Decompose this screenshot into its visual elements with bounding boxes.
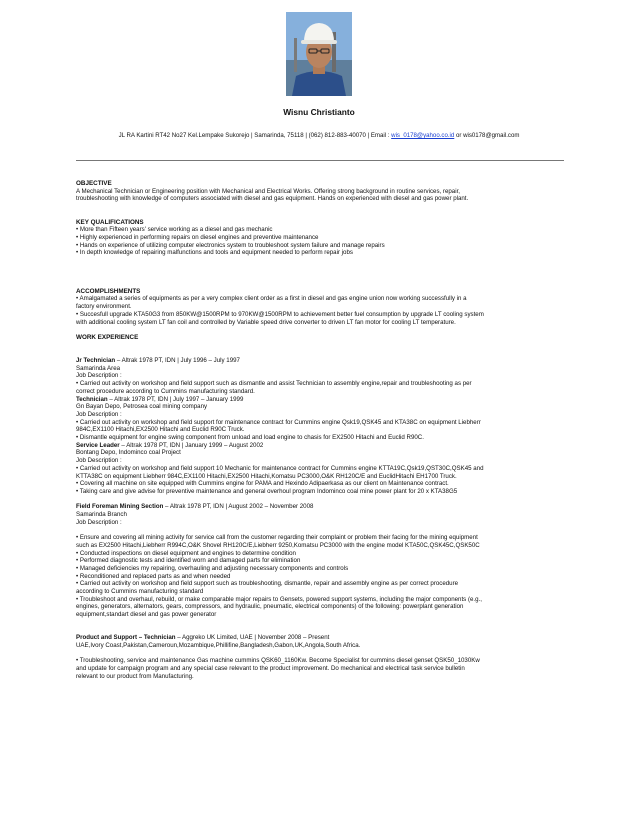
accomplishments-heading: ACCOMPLISHMENTS xyxy=(76,287,141,295)
job-4-line: Job Description : xyxy=(76,518,122,526)
job-2-line: Gn Bayan Depo, Petrosea coal mining company xyxy=(76,403,208,411)
job-4-line: • Managed deficiencies my repairing, overhauling and adjusting necessary components and controls xyxy=(76,564,349,572)
profile-photo-image xyxy=(286,12,352,96)
job-4-meta: – Altrak 1978 PT, IDN | August 2002 – November 2008 xyxy=(163,503,314,511)
job-1-line: Samarinda Area xyxy=(76,364,121,372)
job-2-line: • Dismantle equipment for engine swing component from unload and load engine to chasis for EX2500 Hitachi and Euclid R90C. xyxy=(76,434,424,442)
job-3-line: • Carried out activity on workshop and field support 10 Mechanic for maintenance contract for Cummins engine KTTA19C,Qsk19,QST30C,QSK45 and xyxy=(76,464,484,472)
job-3-line: KTTA38C on equipment Liebherr 984C,EX1100 Hitachi,EX2500 Hitachi,Komatsu PC3000,O&K RH120C/E and EuclidHitachi EH1700 Truck. xyxy=(76,472,457,480)
job-1-line: • Carried out activity on workshop and field support such as dismantle and assist Technician to assembly engine,repair and troubleshooting as per xyxy=(76,380,472,388)
job-1-title: Jr Technician xyxy=(76,357,116,364)
job-1-line: correct procedure according to Cummins manufacturing standard. xyxy=(76,387,255,395)
accomplishment-line: • Amalgamated a series of equipments as per a very complex client order as a first in diesel and gas engine union now working successfully in a xyxy=(76,295,467,303)
job-4-line: • Ensure and covering all mining activity for service call from the customer regarding their complaint or problem their facing for the mining equipment xyxy=(76,534,478,542)
qualification-item: • Highly experienced in performing repairs on diesel engines and preventive maintenance xyxy=(76,233,319,241)
job-4-line: according to Cummins manufacturing standard xyxy=(76,588,204,596)
job-2-line: • Carried out activity on workshop and field support for maintenance contract for Cummins engine Qsk19,QSK45 and KTA38C on equipment Liebherr xyxy=(76,418,481,426)
qualification-item: • Hands on experience of utilizing computer electronics system to troubleshoot system failure and manage repairs xyxy=(76,241,385,249)
job-4-line: Samarinda Branch xyxy=(76,511,127,519)
job-5-line: UAE,Ivory Coast,Pakistan,Cameroun,Mozambique,Phillifine,Bangladesh,Gabon,UK,Angola,South Africa. xyxy=(76,641,361,649)
job-4-line: equipment,standart diesel and gas power generator xyxy=(76,611,217,619)
job-2-title: Technician xyxy=(76,395,108,403)
qualification-item: • More than Fifteen years' service working as a diesel and gas mechanic xyxy=(76,226,273,234)
job-4-line: engines, generators, alternators, gears, compressors, and hydraulic, pneumatic, electrical components) of the following: powerplant generation xyxy=(76,603,464,611)
job-5-header xyxy=(76,634,566,642)
contact-address: JL RA Kartini RT42 No27 Kel.Lempake Sukorejo | Samarinda, 75118 | (062) 812-883-40070 | Email : xyxy=(118,132,392,139)
email-link-1[interactable]: wis_0178@yahoo.co.id xyxy=(391,132,455,139)
job-3-line: • Taking care and give advise for preventive maintenance and general overhoul program Indominco coal mine power plant for 20 x KTA38G5 xyxy=(76,487,458,495)
resume-body xyxy=(76,180,566,680)
qualification-item: • In depth knowledge of repairing malfunctions and tools and equipment needed to perform repair jobs xyxy=(76,249,353,257)
job-1-header xyxy=(76,357,566,365)
objective-heading: OBJECTIVE xyxy=(76,180,112,187)
job-4-line: such as EX2500 Hitachi,Liebherr R994C,O&K Shovel RH120C/E,Liebherr 9250,Komatsu PC3000 with the engine model KTA50C,QSK45C,QSK50C xyxy=(76,541,480,549)
job-4-header xyxy=(76,503,566,511)
job-5-meta: – Aggreko UK Limited, UAE | November 2008 – Present xyxy=(175,634,330,642)
profile-photo xyxy=(286,12,352,96)
job-1-meta: – Altrak 1978 PT, IDN | July 1996 – July 1997 xyxy=(115,357,240,364)
objective-line: troubleshooting with knowledge of computers associated with diesel and gas equipment. Hands on experienced with diesel and gas power plant. xyxy=(76,195,469,203)
job-4-line: • Carried out activity on workshop and field support such as troubleshooting, dismantle, repair and assembly engine as per correct procedure xyxy=(76,580,459,588)
header-divider xyxy=(76,160,564,161)
job-2-line: Job Description : xyxy=(76,410,122,418)
job-5-title: Product and Support – Technician xyxy=(76,634,176,642)
job-2-line: 984C,EX1100 Hitachi,EX2500 Hitachi and Euclid R90C Truck. xyxy=(76,426,245,434)
job-3-meta: – Altrak 1978 PT, IDN | January 1999 – August 2002 xyxy=(119,441,264,449)
candidate-name: Wisnu Christianto xyxy=(283,107,355,117)
job-4-line: • Troubleshoot and overhaul, rebuild, or make comparable major repairs to Gensets, powered support systems, including the major components (e.g., xyxy=(76,595,482,603)
job-3-title: Service Leader xyxy=(76,441,120,449)
job-3-line: Job Description : xyxy=(76,457,122,465)
job-4-line: • Performed diagnostic tests and identified worn and damaged parts for elimination xyxy=(76,557,301,565)
job-4-title: Field Foreman Mining Section xyxy=(76,503,164,511)
job-5-line: and update for campaign program and any special case relevant to the product improvement. Do mechanical and electrical task service bulletin xyxy=(76,665,465,673)
qualifications-heading: KEY QUALIFICATIONS xyxy=(76,218,144,226)
job-2-meta: – Altrak 1978 PT, IDN | July 1997 – January 1999 xyxy=(107,395,244,403)
job-3-line: Bontang Depo, Indominco coal Project xyxy=(76,449,181,457)
job-4-line: • Conducted inspections on diesel equipment and engines to determine condition xyxy=(76,549,296,557)
job-5-line: • Troubleshooting, service and maintenance Gas machine cummins QSK60_1160Kw. Become Specialist for cummins diesel genset QSK50_1030Kw xyxy=(76,657,480,665)
contact-or: or xyxy=(454,132,464,139)
job-2-header xyxy=(76,396,566,404)
job-1-line: Job Description : xyxy=(76,372,122,380)
job-5-line: relevant to our product from Manufacturing. xyxy=(76,672,194,680)
work-heading: WORK EXPERIENCE xyxy=(76,333,139,341)
accomplishment-line: with additional cooling system LT fan coil and controlled by Variable speed drive converter to driven LT fan motor for cooling LT temperature. xyxy=(76,318,456,326)
job-4-line: • Reconditioned and replaced parts as and when needed xyxy=(76,572,231,580)
accomplishment-line: • Succesfull upgrade KTA50G3 from 850KW@1500RPM to 970KW@1500RPM to achievement better fuel consumption by upgrade LT cooling system xyxy=(76,310,484,318)
job-3-header xyxy=(76,442,566,450)
job-3-line: • Covering all machine on site equipped with Cummins engine for PAMA and Hexindo Adipaerkasa as our client on Maintenance contract. xyxy=(76,480,449,488)
accomplishment-line: factory environment. xyxy=(76,303,132,311)
objective-line: A Mechanical Technician or Engineering position with Mechanical and Electrical Works. Offering strong background in routine services, repair, xyxy=(76,187,460,195)
contact-line xyxy=(0,132,638,139)
email-2: wis0178@gmail.com xyxy=(463,132,520,139)
